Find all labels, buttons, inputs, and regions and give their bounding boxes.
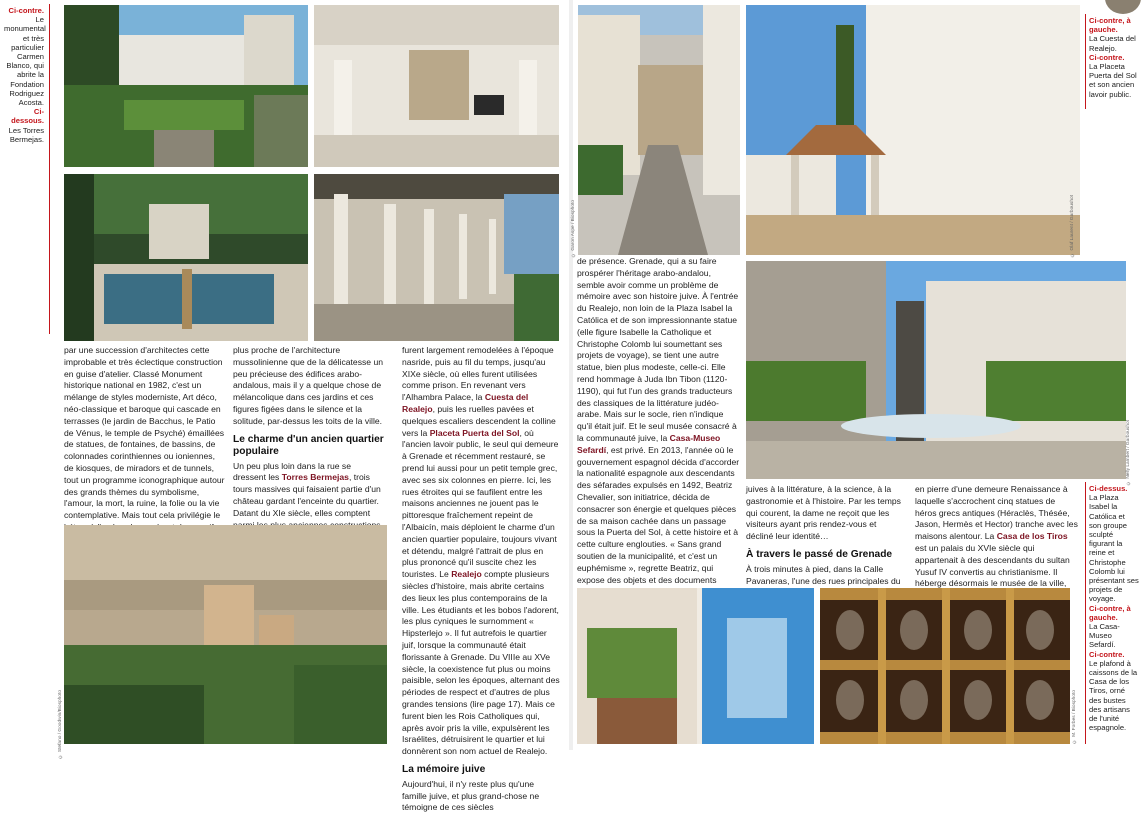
photo-carmen-colonnade <box>314 174 559 341</box>
article-column-5 <box>746 484 906 586</box>
caption-rule <box>1085 482 1086 744</box>
section-heading: À travers le passé de Grenade <box>746 548 893 560</box>
photo-carmen-pool <box>64 174 308 341</box>
photo-credit: © Garon Aspe / Biosphoto <box>571 200 576 257</box>
caption-label: Ci-contre, à gauche. <box>1089 603 1131 622</box>
article-column-6 <box>915 484 1078 589</box>
photo-casa-museo-sefardi <box>577 588 814 744</box>
page-gutter <box>569 0 573 750</box>
caption-text: Le monumental et très particulier Carmen Blanco, qui abrite la Fondation Rodriguez Acosta. <box>4 15 46 108</box>
caption-right-top <box>1089 16 1137 99</box>
caption-label: Ci-dessus. <box>1089 484 1128 493</box>
caption-label: Ci-contre. <box>8 6 44 15</box>
caption-text: La Plaza Isabel la Católica et son groupe sculpté figurant la reine et Christophe Colomb lui présentant ses projets de voyage. <box>1089 493 1139 604</box>
caption-left <box>4 6 44 144</box>
paragraph: juives à la littérature, à la science, à la gastronomie et à l'histoire. Par les temps qui courent, la dame ne reçoit que les visiteurs ayant pris rendez-vous et décliné leur identité… <box>746 484 901 542</box>
caption-right-bottom <box>1089 484 1139 732</box>
caption-rule <box>49 4 50 334</box>
caption-label: Ci-contre. <box>1089 649 1125 659</box>
caption-label: Ci-dessous. <box>11 107 44 126</box>
caption-text: La Casa-Museo Sefardí. <box>1089 622 1120 650</box>
photo-credit: © Nelly Lambert / Garboushot <box>1126 420 1131 485</box>
caption-label: Ci-contre. <box>1089 52 1125 62</box>
caption-label: Ci-contre, à gauche. <box>1089 16 1131 35</box>
caption-text: Le plafond à caissons de la Casa de los Tiros, orné des bustes des artisans de l'unité espagnole. <box>1089 658 1138 733</box>
article-column-3 <box>402 345 560 813</box>
paragraph: Un peu plus loin dans la rue se dressent les Torres Bermejas, trois tours massives qui faisaient partie d'un château gardant l'enceinte du quartier. Datant du XIe siècle, elles comptent <box>233 460 381 518</box>
caption-rule <box>1085 14 1086 109</box>
caption-text: La Cuesta del Realejo. <box>1089 34 1136 53</box>
photo-credit: © Olaf Laurent / Garboushot <box>1070 195 1075 257</box>
section-heading: Le charme d'un ancien quartier populaire <box>233 433 384 457</box>
photo-carmen-interior <box>314 5 559 167</box>
paragraph: furent largement remodelées à l'époque nasride, puis au fil du temps, jusqu'au XIXe siècle, où elles furent utilisées comme prison. En revenant vers l'Alhambra Palace, la Cuesta del Realejo, puis les ruelles pavées et quelques escaliers descendent la colline vers la Placeta Puerta del Sol, où l'ancien lavoir public, le seul qui demeure à Grenade et récemment restauré, se prend lui aussi pour un petit temple grec, avec ses six colonnes en pierre. Ici, les rues étroites qui se faufilent entre les maisons anciennes ne jouent pas le pittoresque fraîchement repeint de l'Albaicín, mais déploient le charme d'un ancien quartier populaire, toujours vivant et détendu, malgré l'attrait de plus en plus prononcé qu'il suscite chez les touristes. Le Realejo compte plusieurs siècles d'histoire, mais abrite certains des lieux les plus contemporains de la ville. Les étudiants et les bobos l'adorent, les plus cyniques le surnomment « Hipsterlejo ». Il fut autrefois le quartier juif, lorsque la communauté était florissante à Grenade. Du VIIIe au XVe siècle, la coexistence fut plus ou moins paisible, selon les époques, alternant des périodes de respect et d'autres de plus grandes tensions (lire page 17). Mais ce furent bien les Rois Catholiques qui, après avoir pris la ville, expulsèrent les Israélites, détruisirent le quartier et lui donnèrent son nom actuel de Realejo. <box>402 345 560 757</box>
paragraph: plus proche de l'architecture mussolinienne que de la délicatesse un peu précieuse des édifices arabo-andalous, mais il y a quelque chose de mélancolique dans ces jardins et ces figures figées dans le silence et la solitude, par-dessus les toits de la ville. <box>233 345 384 426</box>
photo-torres-bermejas <box>64 525 387 744</box>
caption-text: La Placeta Puerta del Sol et son ancien lavoir public. <box>1089 62 1137 99</box>
photo-casa-de-los-tiros-ceiling <box>820 588 1070 744</box>
photo-credit: © M. Forbes / Biosphoto <box>1072 690 1077 744</box>
paragraph: par une succession d'architectes cette improbable et très éclectique construction en guise d'atelier. Classé Monument historique national en 1982, c'est un mélange de styles moderniste, Art déco, néo-classique et baroque qui cascade en terrasses (le jardin de Bacchus, le Patio de Vénus, le temple de Psyché) émaillées de statues, de fontaines, de bassins, de colonnades corinthiennes ou ioniennes, de kiosques, de miradors et de tunnels, tout un programme iconographique autour des grands thèmes du symbolisme, l'amour, la mort, la ruine, la folie ou la vie contemplative. Mais tout cela privilégie le <box>64 345 225 521</box>
photo-round-thumb <box>1105 0 1141 14</box>
photo-placeta-puerta-del-sol <box>746 5 1080 255</box>
paragraph: en pierre d'une demeure Renaissance à laquelle s'accrochent cinq statues de héros grecs antiques (Héraclès, Thésée, Jason, Hermès et Hector) tranche avec les maisons alentour. La Casa de los Tiros est un palais du XVIe siècle qui appartenait à des descendants du sultan Yusuf IV convertis au christianisme. Il héberge désormais le musée de la ville, <box>915 484 1078 589</box>
photo-carmen-garden <box>64 5 308 167</box>
photo-cuesta-realejo <box>578 5 740 255</box>
article-column-1 <box>64 345 226 523</box>
article-column-2 <box>233 345 386 523</box>
photo-plaza-isabel-catolica <box>746 261 1126 479</box>
paragraph: Aujourd'hui, il n'y reste plus qu'une famille juive, et plus grand-chose ne témoigne de ces siècles <box>402 778 540 813</box>
photo-credit: © Stefano / Goodwin/Biosphoto <box>58 690 63 759</box>
caption-text: Les Torres Bermejas. <box>8 125 44 144</box>
paragraph: À trois minutes à pied, dans la Calle Pavaneras, l'une des rues principales du <box>746 563 901 586</box>
paragraph: de présence. Grenade, qui a su faire prospérer l'héritage arabo-andalou, semble avoir comme un problème de mémoire avec son histoire juive. À l'entrée du Realejo, non loin de la Plaza Isabel la Católica et de son impressionnante statue (elle figure Isabelle la Catholique et Christophe Colomb lui soumettant ses projets de voyage), se tient une autre statue, bien plus modeste, celle-ci. Elle rend hommage à Juda Ibn Tibon (1120-1190), qui fut l'un des grands traducteurs des classiques de la littérature judéo-arabe. Mais sur le socle, rien n'indique qu'il était juif. Et le seul musée consacré à la communauté juive, la Casa-Museo Sefardí, est privé. En 2013, l'année où le gouvernement espagnol décida d'accorder la nationalité espagnole aux descendants des séfarades expulsés en 1492, Beatriz Chevalier, son initiatrice, décida de consacrer son énergie et quelques pièces de sa maison cachée dans un passage sous la Puerta del Sol, à cette histoire et à cette culture englouties. « Sans grand soutien de la municipalité, et c'est un euphémisme », regrette Beatriz, qui expose des objets et des documents <box>577 256 740 585</box>
article-column-4 <box>577 256 740 586</box>
section-heading: La mémoire juive <box>402 763 486 775</box>
